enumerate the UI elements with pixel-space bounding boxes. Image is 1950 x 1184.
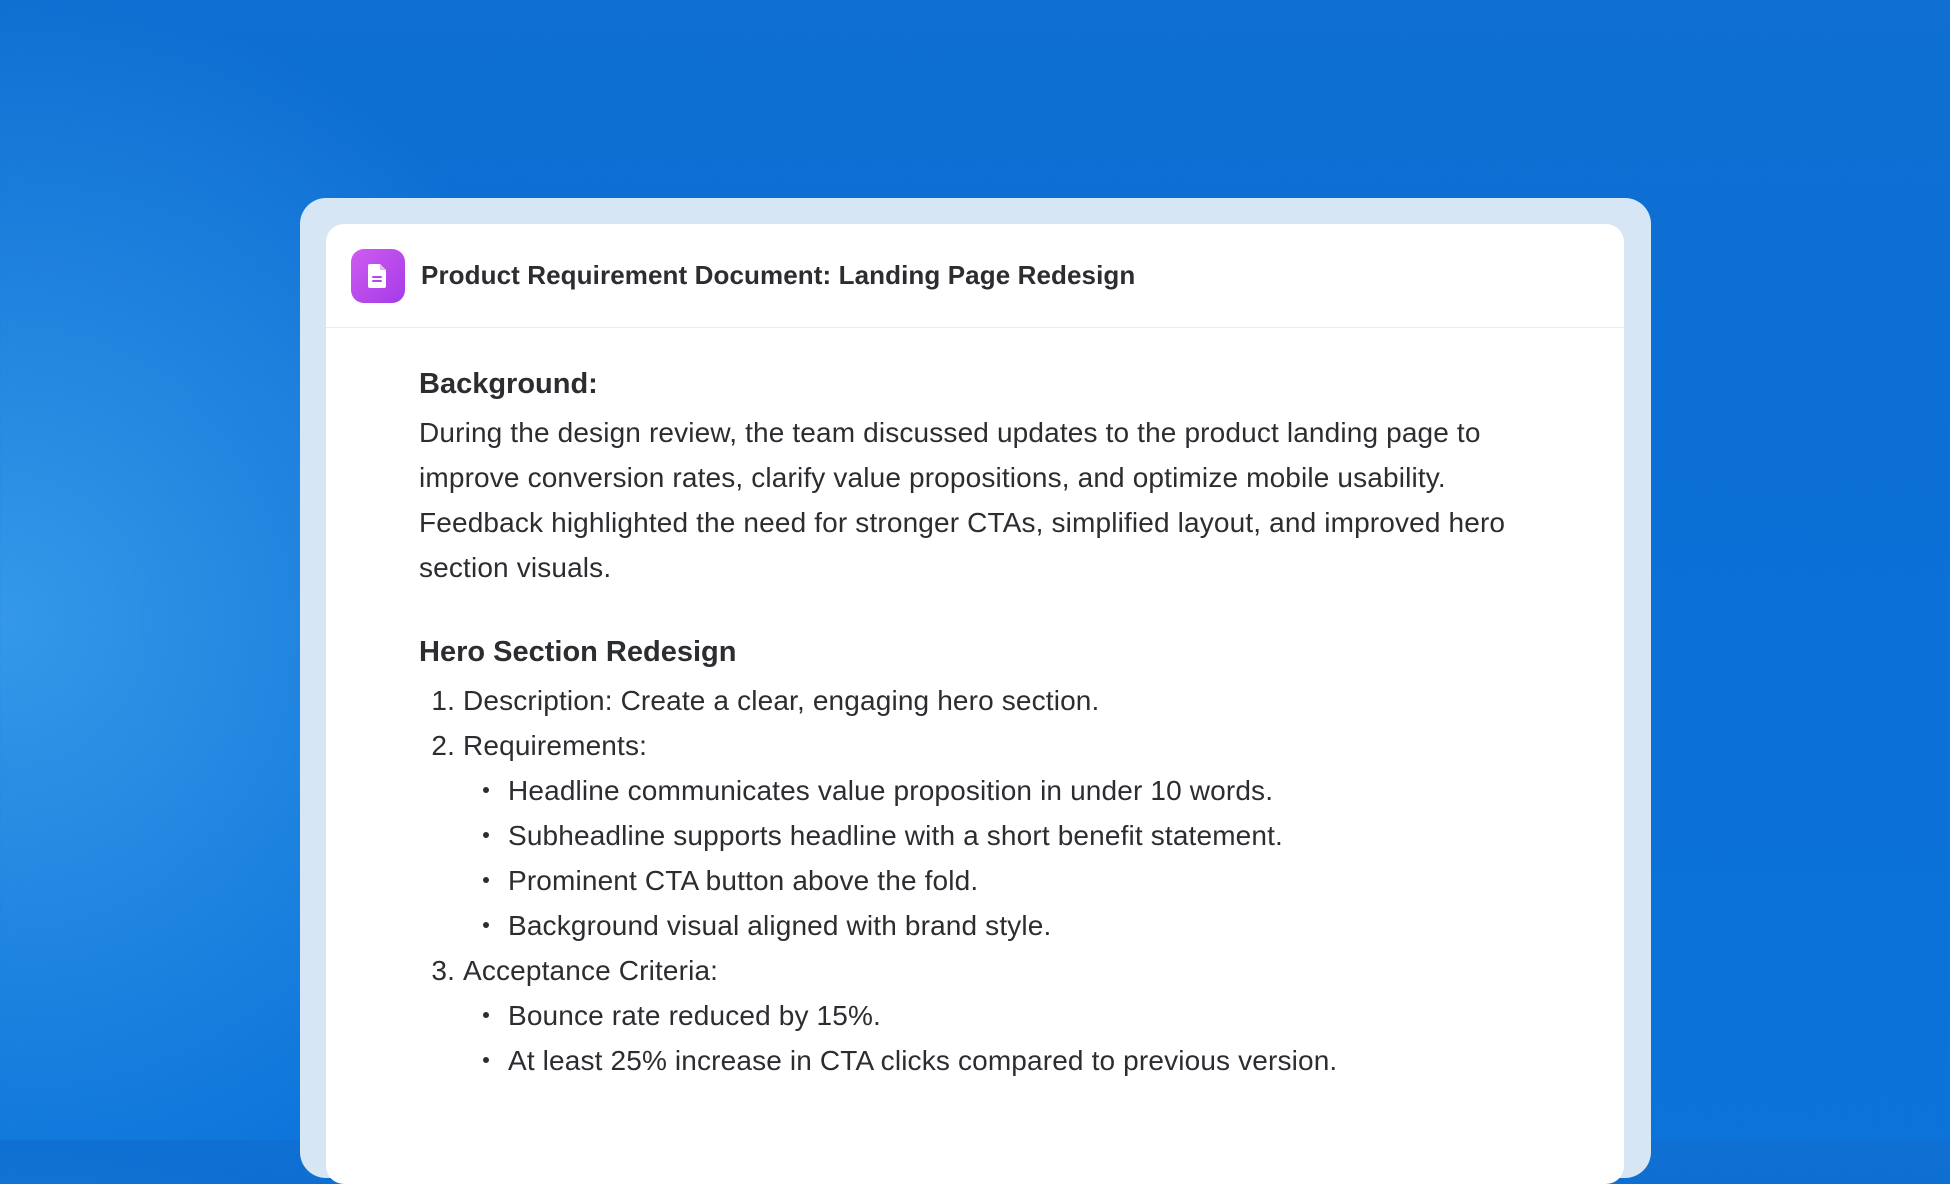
document-title: Product Requirement Document: Landing Page Redesign	[421, 260, 1136, 290]
list-item	[483, 813, 1559, 858]
bullet-icon	[483, 922, 489, 928]
document-header	[326, 224, 1624, 328]
numbered-item-acceptance-criteria	[463, 948, 1559, 1083]
numbered-item-requirements	[463, 723, 1559, 948]
numbered-item-label: Acceptance Criteria:	[463, 955, 719, 986]
requirements-bullet-list	[463, 768, 1559, 948]
background-heading: Background:	[419, 368, 598, 400]
bullet-icon	[483, 832, 489, 838]
list-item	[483, 993, 1559, 1038]
list-item	[483, 1038, 1559, 1083]
list-item-text: Background visual aligned with brand style.	[508, 910, 1052, 941]
list-item	[483, 768, 1559, 813]
hero-section	[419, 632, 1559, 1083]
background-paragraph: During the design review, the team discussed updates to the product landing page to improve conversion rates, clarify value propositions, and optimize mobile usability. Feedback highlighted the need for stronger CTAs, simplified layout, and improved hero section visuals.	[419, 417, 1506, 583]
list-item	[483, 903, 1559, 948]
numbered-item-label: Description: Create a clear, engaging hero section.	[463, 685, 1100, 716]
bullet-icon	[483, 1057, 489, 1063]
list-item-text: At least 25% increase in CTA clicks compared to previous version.	[508, 1045, 1338, 1076]
document-body	[419, 364, 1559, 1083]
hero-section-heading: Hero Section Redesign	[419, 636, 737, 668]
acceptance-bullet-list	[463, 993, 1559, 1083]
list-item-text: Bounce rate reduced by 15%.	[508, 1000, 881, 1031]
list-item-text: Headline communicates value proposition in under 10 words.	[508, 775, 1274, 806]
bullet-icon	[483, 787, 489, 793]
numbered-item-label: Requirements:	[463, 730, 648, 761]
bullet-icon	[483, 877, 489, 883]
list-item-text: Prominent CTA button above the fold.	[508, 865, 979, 896]
bullet-icon	[483, 1012, 489, 1018]
numbered-item-description	[463, 678, 1559, 723]
document-card	[326, 224, 1624, 1184]
document-icon	[351, 249, 405, 303]
list-item-text: Subheadline supports headline with a short benefit statement.	[508, 820, 1283, 851]
hero-numbered-list	[419, 678, 1559, 1083]
list-item	[483, 858, 1559, 903]
